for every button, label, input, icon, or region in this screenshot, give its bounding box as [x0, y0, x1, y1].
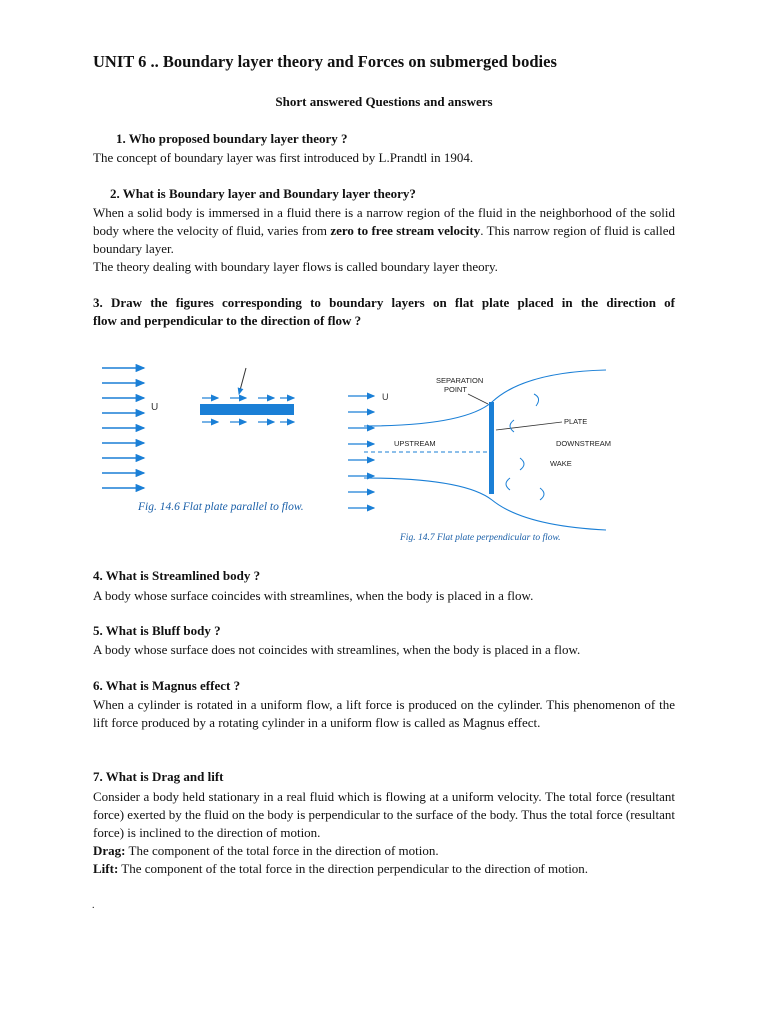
flat-plate — [200, 404, 294, 415]
answer-2-text-b: . This narrow region of fluid is called boundary layer. — [93, 223, 675, 256]
question-5: 5. What is Bluff body ? — [93, 623, 221, 638]
answer-2-paragraph-2: The theory dealing with boundary layer flows is called boundary layer theory. — [93, 259, 498, 274]
answer-2-bold-phrase: zero to free stream velocity — [330, 223, 481, 238]
pointer-arrow-icon — [239, 368, 246, 394]
fig1-velocity-label: U — [151, 402, 159, 413]
page-subtitle: Short answered Questions and answers — [275, 94, 493, 109]
wake-eddies — [506, 394, 544, 500]
question-3-line-1: 3. Draw the figures corresponding to boundary layers on flat plate placed in the direction of — [93, 295, 675, 310]
question-4: 4. What is Streamlined body ? — [93, 568, 261, 583]
plate-label: PLATE — [564, 417, 588, 426]
lower-streamline — [364, 478, 606, 530]
plate-pointer — [496, 422, 562, 430]
page-title: UNIT 6 .. Boundary layer theory and Forces on submerged bodies — [93, 52, 557, 71]
question-6: 6. What is Magnus effect ? — [93, 678, 241, 693]
upstream-label: UPSTREAM — [394, 439, 436, 448]
question-2: 2. What is Boundary layer and Boundary layer theory? — [110, 186, 416, 201]
separation-pointer — [468, 394, 488, 404]
separation-label-1: SEPARATION — [436, 376, 484, 385]
lift-definition — [93, 860, 675, 878]
drag-definition — [93, 842, 675, 860]
figure-flat-plate-perpendicular — [344, 366, 626, 550]
figure-flat-plate-parallel — [96, 338, 316, 538]
fig2-velocity-label: U — [382, 392, 389, 402]
lift-text: The component of the total force in the direction perpendicular to the direction of motion. — [118, 861, 589, 876]
answer-2-paragraph-1 — [93, 204, 675, 258]
footer-mark: . — [92, 900, 95, 911]
answer-6: When a cylinder is rotated in a uniform flow, a lift force is produced on the cylinder. This phenomenon of the lift force produced by a rotating cylinder in a uniform flow is called as Magnus effect. — [93, 697, 675, 730]
answer-5: A body whose surface does not coincides with streamlines, when the body is placed in a flow. — [93, 642, 581, 657]
flow-arrows-left — [102, 368, 144, 488]
question-1: 1. Who proposed boundary layer theory ? — [116, 131, 348, 146]
answer-2-text-a: When a solid body is immersed in a fluid there is a narrow region of the fluid in the neighborhood of the solid body where the velocity of fluid, varies from — [93, 205, 675, 238]
fig2-caption: Fig. 14.7 Flat plate perpendicular to flow. — [400, 533, 561, 543]
downstream-label: DOWNSTREAM — [556, 439, 611, 448]
drag-label: Drag: — [93, 843, 126, 858]
perpendicular-plate — [489, 402, 494, 494]
fig1-caption: Fig. 14.6 Flat plate parallel to flow. — [138, 501, 304, 513]
drag-text: The component of the total force in the direction of motion. — [125, 843, 439, 858]
answer-7: Consider a body held stationary in a real fluid which is flowing at a uniform velocity. The total force (resultant force) exerted by the fluid on the body is perpendicular to the surface of the body. Thus the total force (resultant force) is inclined to the direction of motion. — [93, 789, 675, 840]
flow-arrows-left — [348, 396, 374, 508]
answer-1: The concept of boundary layer was first introduced by L.Prandtl in 1904. — [93, 150, 474, 165]
answer-4: A body whose surface coincides with streamlines, when the body is placed in a flow. — [93, 588, 534, 603]
question-3-line-2: flow and perpendicular to the direction of flow ? — [93, 313, 362, 328]
separation-label-2: POINT — [444, 385, 467, 394]
wake-label: WAKE — [550, 459, 572, 468]
lift-label: Lift: — [93, 861, 119, 876]
question-7: 7. What is Drag and lift — [93, 769, 224, 784]
